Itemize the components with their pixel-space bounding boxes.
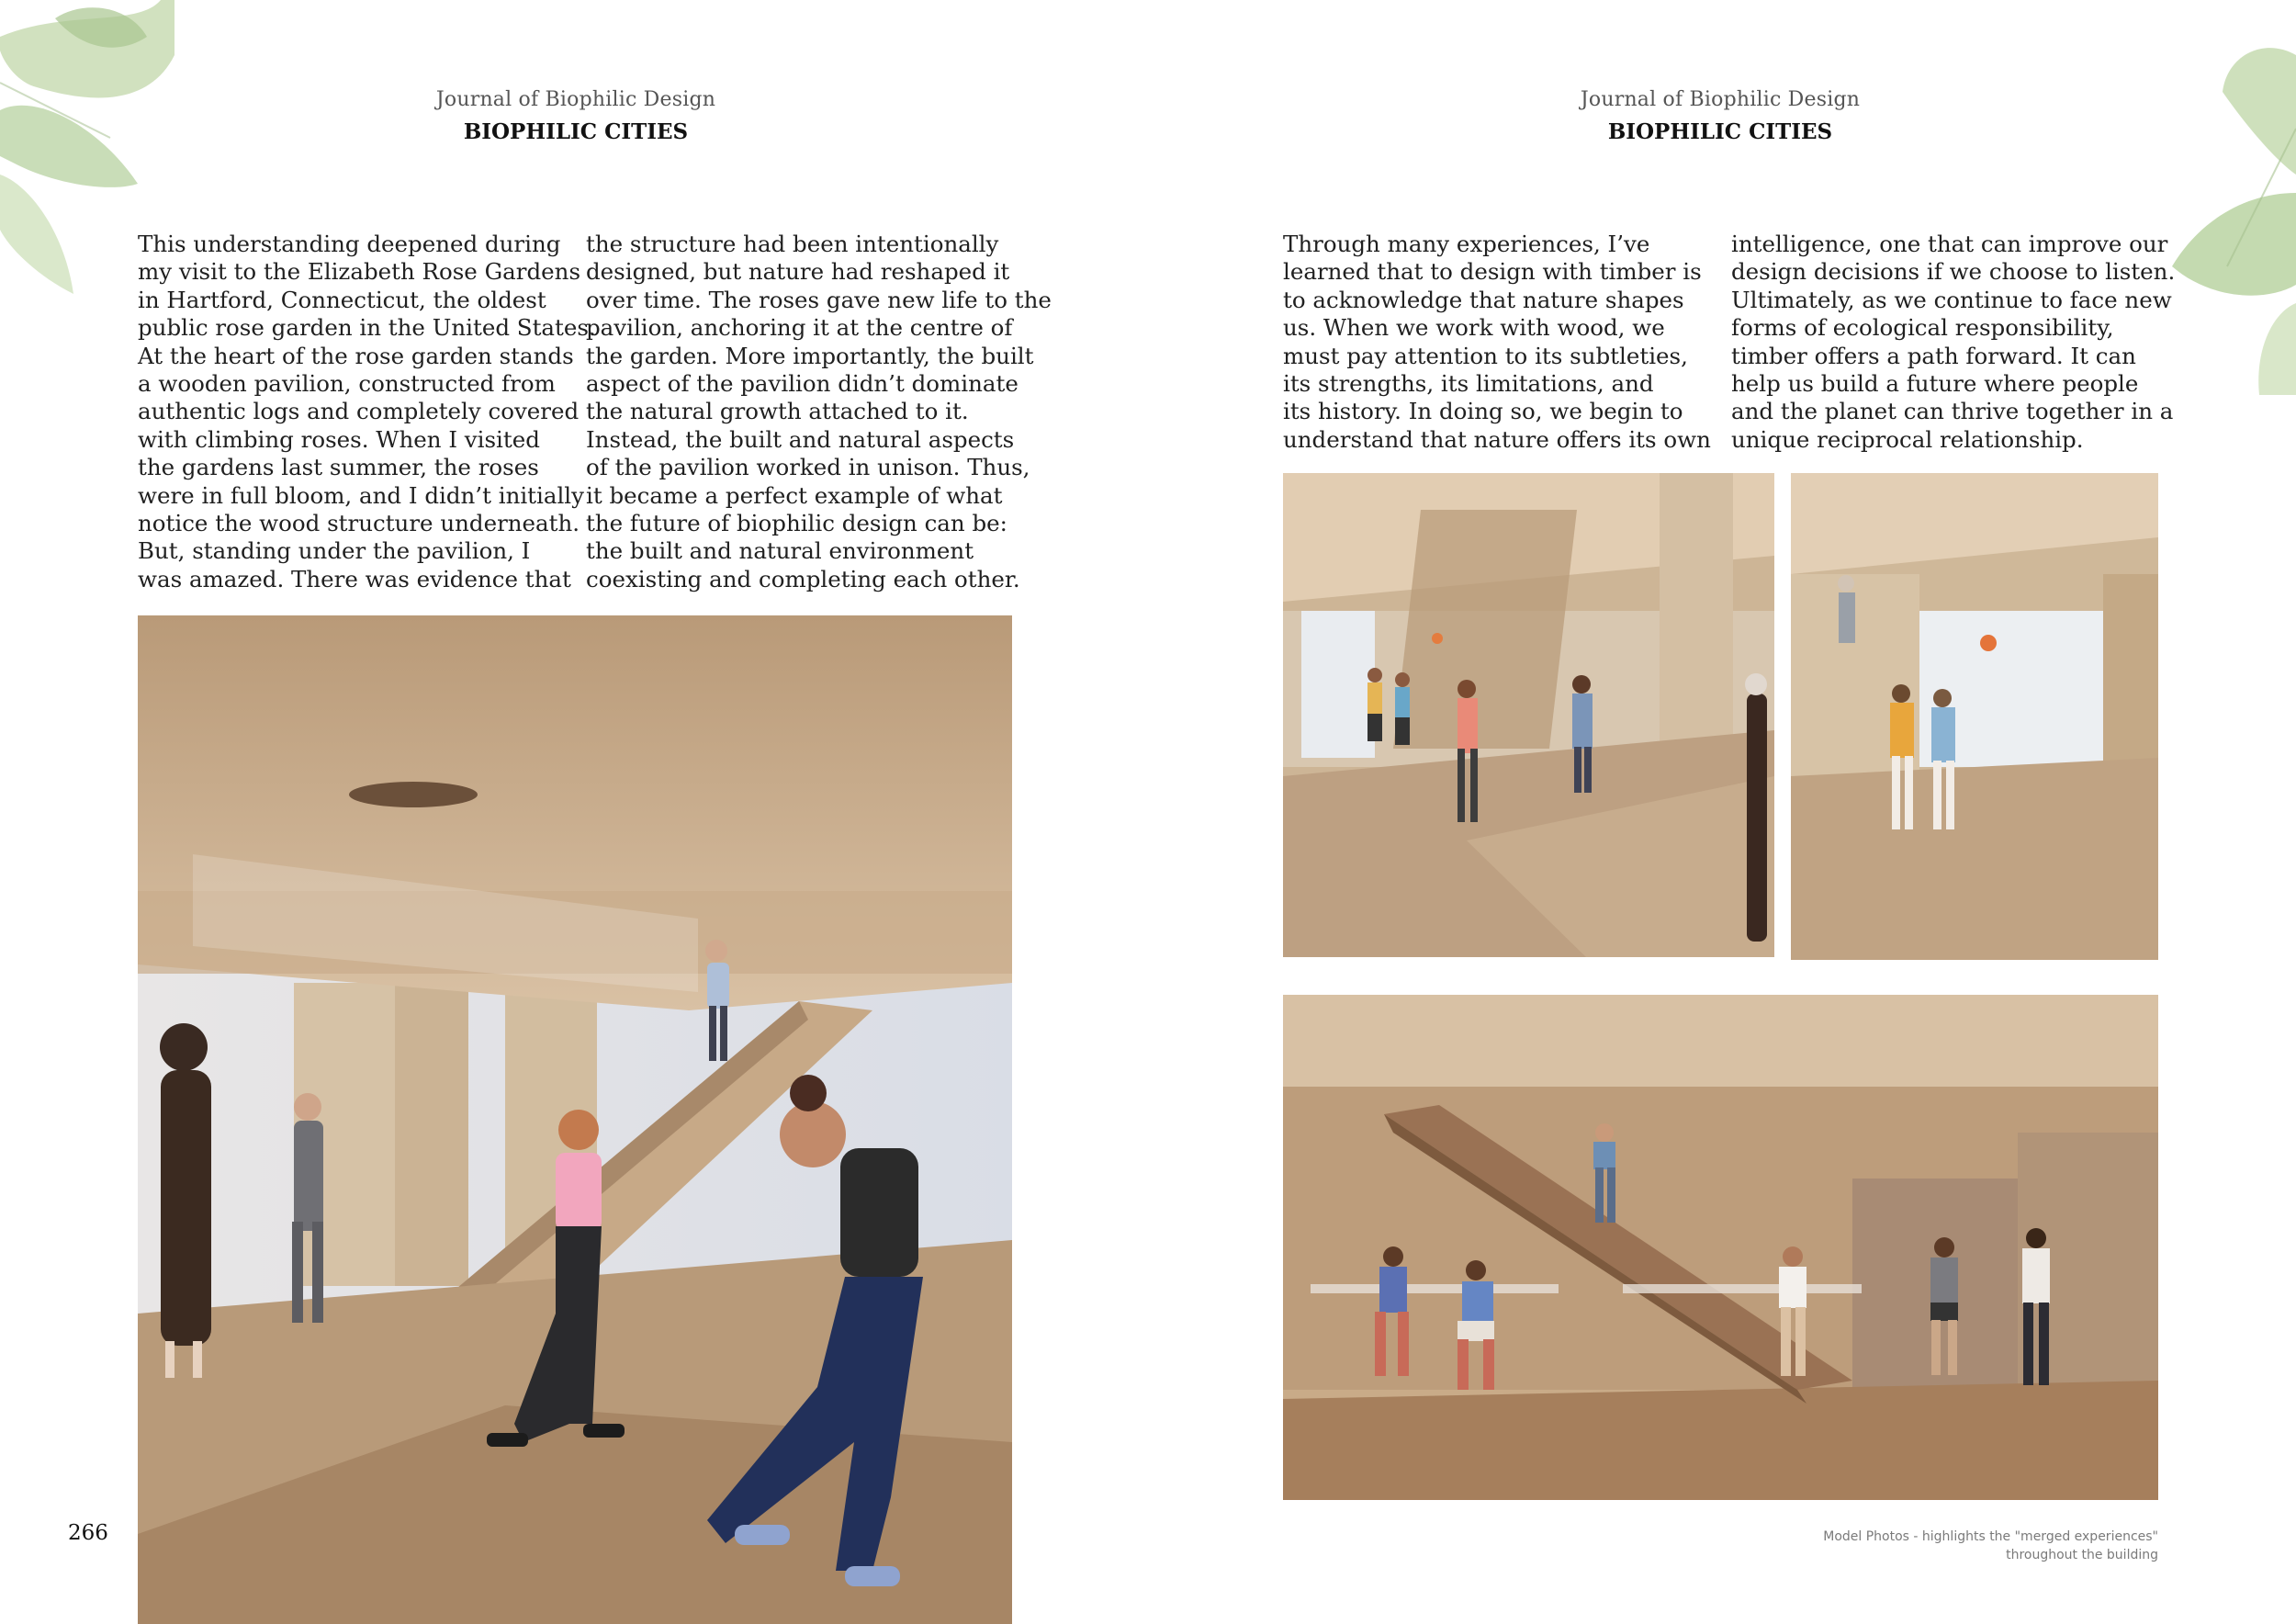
text-line: forms of ecological responsibility, (1731, 314, 2114, 342)
text-line: in Hartford, Connecticut, the oldest (138, 286, 546, 313)
text-line: learned that to design with timber is (1283, 258, 1702, 286)
text-line: But, standing under the pavilion, I (138, 537, 531, 565)
text-line: it became a perfect example of what (586, 481, 1003, 509)
text-line: coexisting and completing each other. (586, 565, 1020, 592)
text-line: its strengths, its limitations, and (1283, 370, 1654, 398)
text-line: designed, but nature had reshaped it (586, 258, 1010, 286)
text-line: notice the wood structure underneath. (138, 510, 580, 537)
text-line: At the heart of the rose garden stands (138, 342, 574, 369)
text-line: the future of biophilic design can be: (586, 510, 1007, 537)
text-line: the natural growth attached to it. (586, 398, 969, 425)
text-line: Through many experiences, I’ve (1283, 231, 1650, 257)
text-line: us. When we work with wood, we (1283, 314, 1665, 342)
text-line: and the planet can thrive together in a (1731, 398, 2174, 425)
text-line: Ultimately, as we continue to face new (1731, 286, 2172, 313)
text-line: were in full bloom, and I didn’t initially (138, 481, 584, 509)
text-line: intelligence, one that can improve our (1731, 231, 2168, 257)
model-photo-1 (1283, 473, 1774, 957)
page-number: 266 (68, 1521, 108, 1545)
journal-name: Journal of Biophilic Design (435, 88, 716, 111)
text-line: help us build a future where people (1731, 370, 2139, 398)
text-line: its history. In doing so, we begin to (1283, 398, 1683, 425)
text-line: must pay attention to its subtleties, (1283, 342, 1688, 369)
text-line: the built and natural environment (586, 537, 974, 565)
right-page (1148, 0, 2296, 1624)
text-line: over time. The roses gave new life to the (586, 286, 1052, 313)
leaf-decoration-icon (2172, 37, 2296, 395)
section-title: BIOPHILIC CITIES (1607, 119, 1833, 144)
text-line: the garden. More importantly, the built (586, 342, 1034, 369)
text-line: the gardens last summer, the roses (138, 454, 539, 481)
text-line: aspect of the pavilion didn’t dominate (586, 370, 1019, 398)
right-column-2 (1731, 231, 2176, 454)
text-line: timber offers a path forward. It can (1731, 342, 2136, 369)
interior-illustration (138, 615, 1012, 1624)
section-title: BIOPHILIC CITIES (463, 119, 689, 144)
left-column-2 (586, 231, 1052, 593)
text-line: pavilion, anchoring it at the centre of (586, 314, 1013, 342)
text-line: understand that nature offers its own (1283, 425, 1711, 453)
text-line: to acknowledge that nature shapes (1283, 286, 1684, 313)
text-line: This understanding deepened during (138, 231, 561, 257)
text-line: design decisions if we choose to listen. (1731, 258, 2176, 286)
model-photo-2 (1791, 473, 2158, 960)
text-line: unique reciprocal relationship. (1731, 425, 2084, 453)
text-line: authentic logs and completely covered (138, 398, 580, 425)
text-line: Instead, the built and natural aspects (586, 425, 1015, 453)
text-line: the structure had been intentionally (586, 231, 999, 257)
text-line: was amazed. There was evidence that (138, 565, 571, 592)
text-line: of the pavilion worked in unison. Thus, (586, 454, 1030, 481)
text-line: a wooden pavilion, constructed from (138, 370, 556, 398)
caption-line: throughout the building (2006, 1548, 2158, 1562)
left-column-1 (138, 231, 596, 593)
text-line: with climbing roses. When I visited (138, 425, 540, 453)
right-column-1 (1283, 231, 1715, 454)
figure-woman-black-dress (160, 1023, 211, 1378)
journal-name: Journal of Biophilic Design (1580, 88, 1861, 111)
model-photo-3 (1283, 995, 2158, 1500)
text-line: public rose garden in the United States. (138, 314, 596, 342)
photo-caption (1681, 1528, 2158, 1564)
caption-line: Model Photos - highlights the "merged experiences" (1823, 1529, 2158, 1544)
text-line: my visit to the Elizabeth Rose Gardens (138, 258, 581, 286)
